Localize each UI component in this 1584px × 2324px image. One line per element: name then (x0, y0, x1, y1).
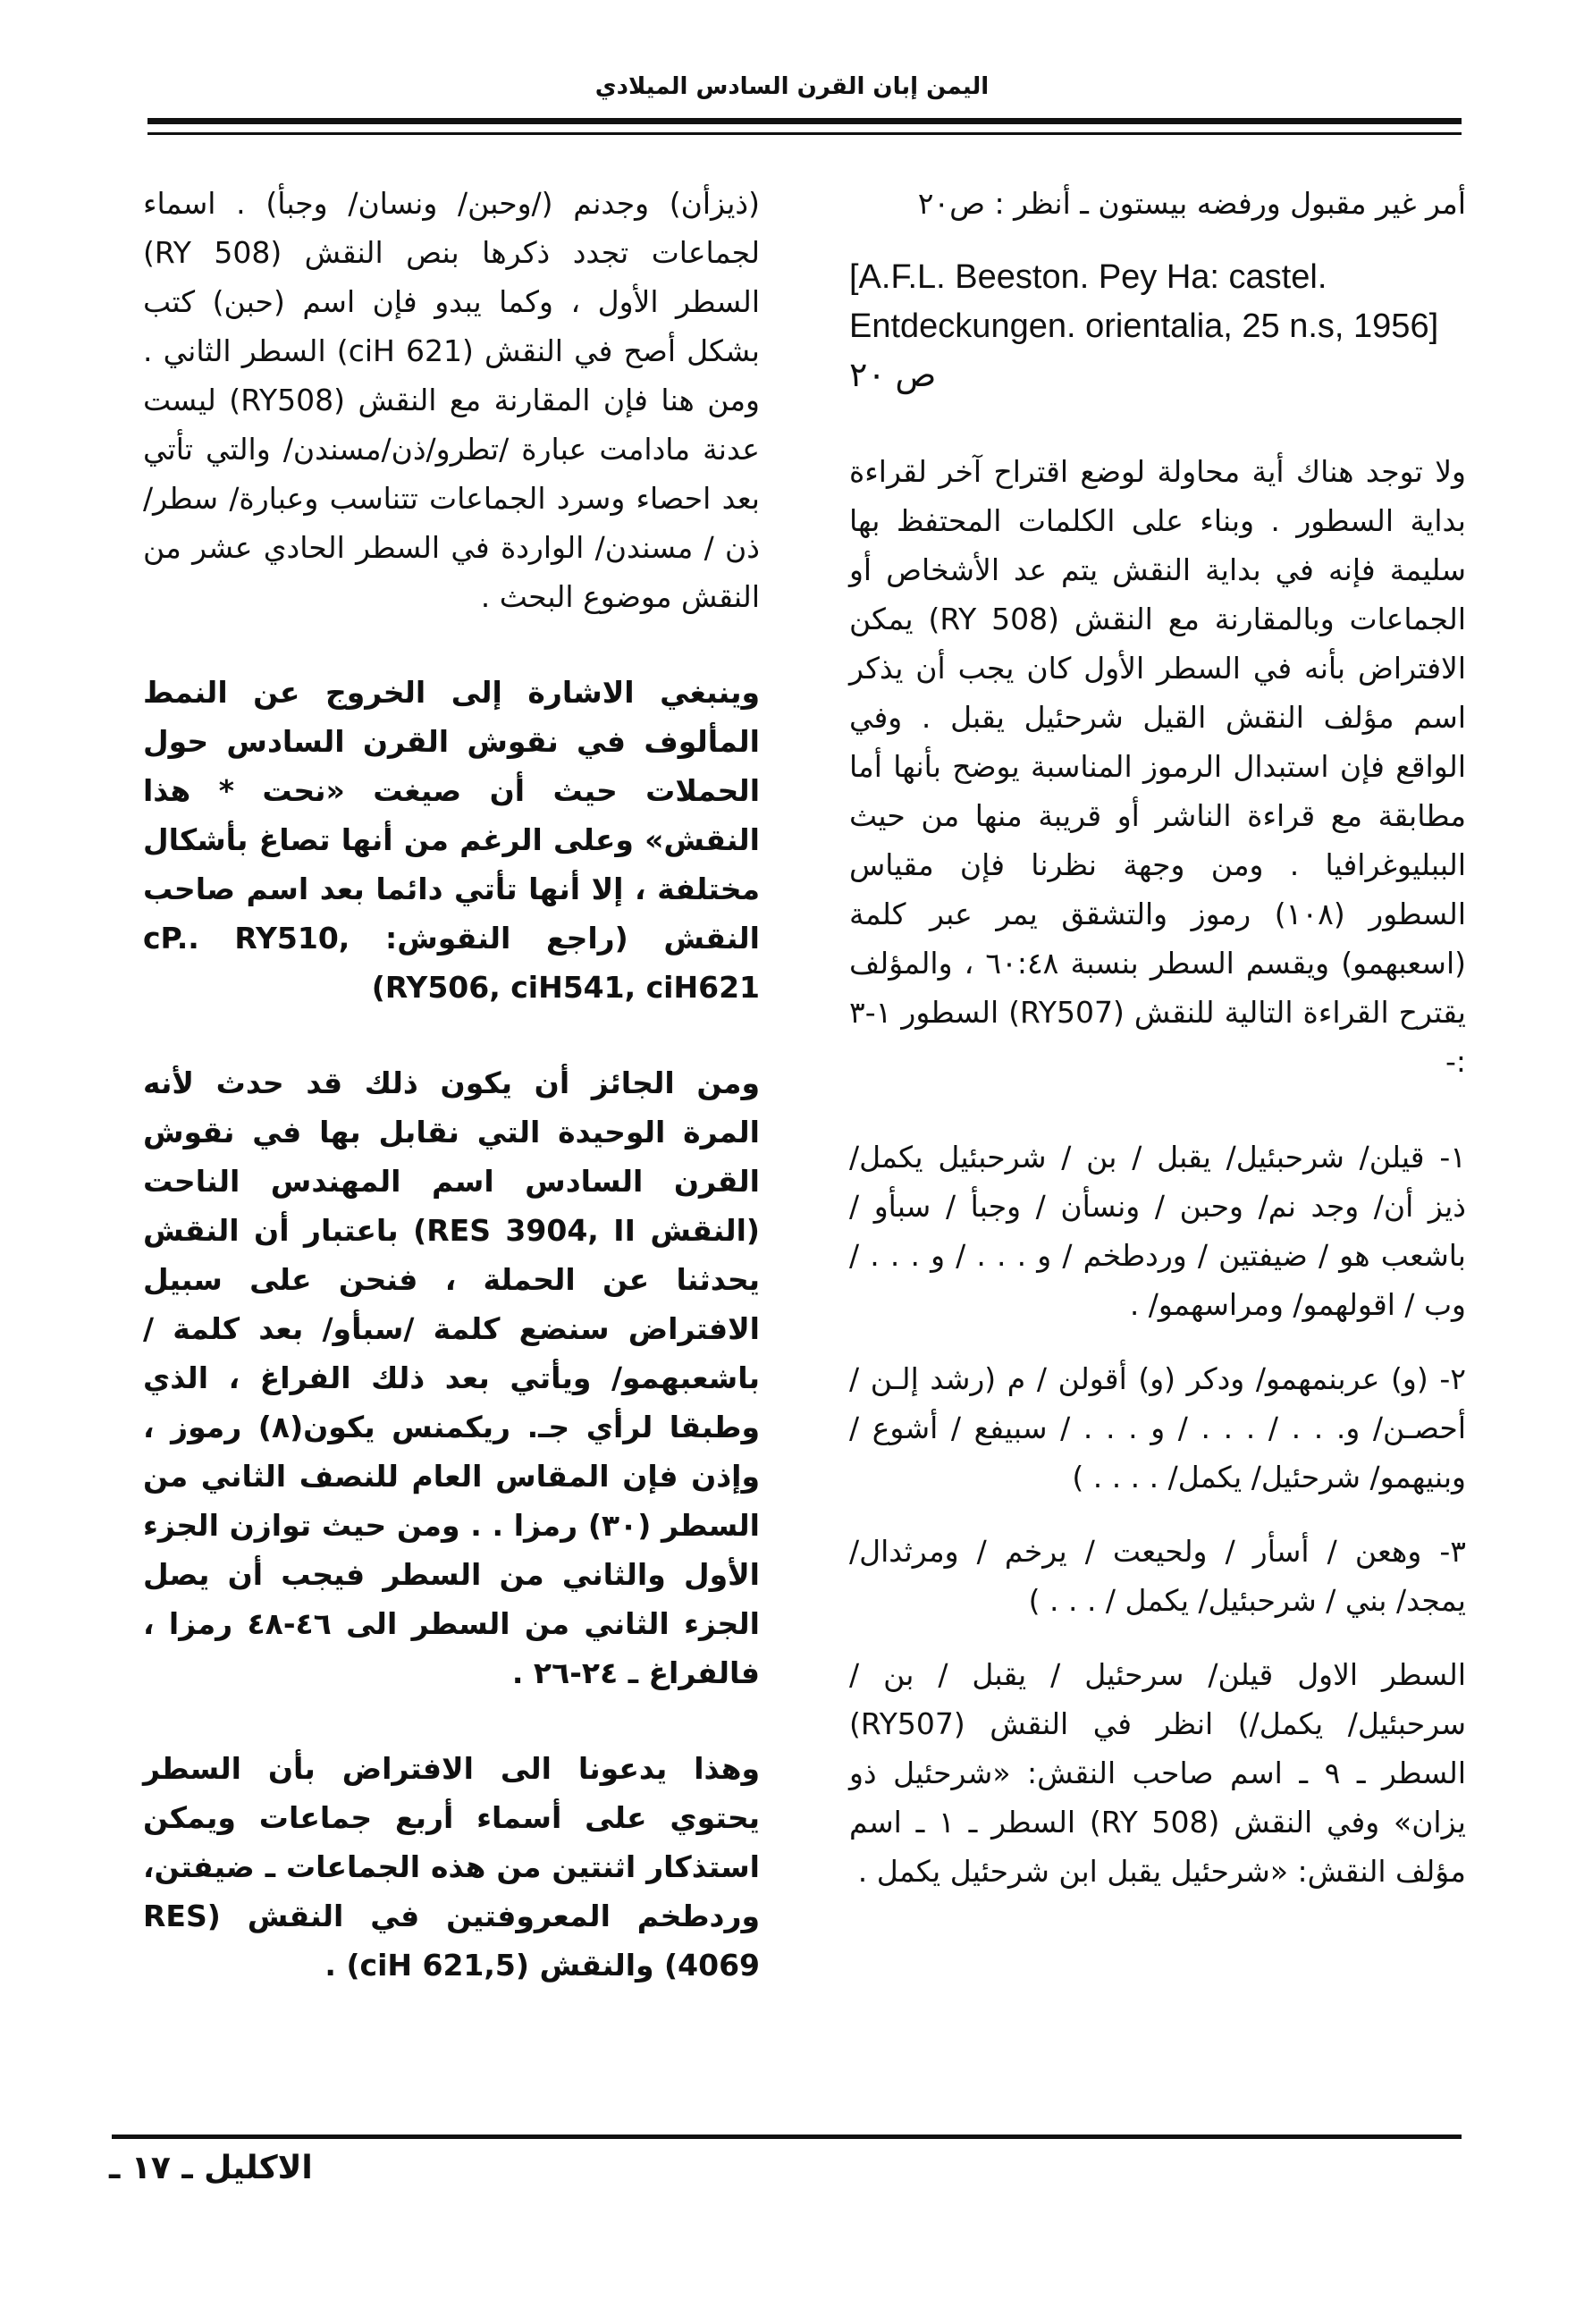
running-header: اليمن إبان القرن السادس الميلادي (594, 73, 990, 100)
right-column (849, 179, 1466, 1942)
footer-rule (112, 2135, 1462, 2139)
paragraph: وينبغي الاشارة إلى الخروج عن النمط المألوف في نقوش القرن السادس حول الحملات حيث أن صيغت «نحت * هذا النقش» وعلى الرغم من أنها تصاغ بأشكال مختلفة ، إلا أنها تأتي دائما بعد اسم صاحب النقش (راجع النقوش: cP.. RY510, RY506, ciH541, ciH621) (143, 675, 760, 1005)
citation: [A.F.L. Beeston. Pey Ha: castel. Entdeckungen. orientalia, 25 n.s, 1956] ص ٢٠ (849, 258, 1439, 394)
paragraph: أمر غير مقبول ورفضه بيستون ـ أنظر : ص٢٠ (917, 186, 1466, 221)
page-number: الاكليل ـ ١٧ ـ (109, 2150, 313, 2186)
header-rule-thick (147, 118, 1462, 124)
paragraph: (ذيزأن) وجدنم (/وحبن/ ونسان/ وجبأ) . اسماء لجماعات تجدد ذكرها بنص النقش (RY 508) السطر الأول ، وكما يبدو فإن اسم (حبن) كتب بشكل أصح في النقش (ciH 621) السطر الثاني . ومن هنا فإن المقارنة مع النقش (RY508) ليست عدنة مادامت عبارة /تطرو/ذن/مسندن/ والتي تأتي بعد احصاء وسرد الجماعات تتناسب وعبارة/ سطر/ ذن / مسندن/ الواردة في السطر الحادي عشر من النقش موضوع البحث . (143, 186, 761, 614)
left-column (143, 179, 760, 2036)
inscription-line-3: ٣- وهعن / أسأر / ولحيعت / يرخم / ومرثدال/ يمجد/ بني / شرحبئيل/ يكمل / . . . ) (849, 1534, 1466, 1618)
inscription-line-2: ٢- (و) عربنمهمو/ ودكر (و) أقولن / م (رشد إلـن / أحصـن/ و. . . / . . . / و . . . / سبيفع / أشوع / وبنيهمو/ شرحئيل/ يكمل/ . . . . ) (849, 1361, 1466, 1495)
paragraph: ومن الجائز أن يكون ذلك قد حدث لأنه المرة الوحيدة التي نقابل بها في نقوش القرن السادس اسم المهندس الناحت (النقش RES 3904, II) باعتبار أن النقش يحدثنا عن الحملة ، فنحن على سبيل الافتراض سنضع كلمة /سبأو/ بعد كلمة /باشعبهمو/ ويأتي بعد ذلك الفراغ ، الذي وطبقا لرأي جـ. ريكمنس يكون(٨) رموز ، وإذن فإن المقاس العام للنصف الثاني من السطر (٣٠) رمزا . . ومن حيث توازن الجزء الأول والثاني من السطر فيجب أن يصل الجزء الثاني من السطر الى ٤٦-٤٨ رمزا ، فالفراغ ـ ٢٤-٢٦ . (143, 1065, 761, 1690)
header-rule-thin (147, 132, 1462, 135)
paragraph: ولا توجد هناك أية محاولة لوضع اقتراح آخر لقراءة بداية السطور . وبناء على الكلمات المحتفظ بها سليمة فإنه في بداية النقش يتم عد الأشخاص أو الجماعات وبالمقارنة مع النقش (RY 508) يمكن الافتراض بأنه في السطر الأول كان يجب أن يذكر اسم مؤلف النقش القيل شرحئيل يقبل . وفي الواقع فإن استبدال الرموز المناسبة يوضح بأنها أما مطابقة مع قراءة الناشر أو قريبة منها من حيث الببليوغرافيا . ومن وجهة نظرنا فإن مقياس السطور (١٠٨) رموز والتشقق يمر عبر كلمة (اسعبهمو) ويقسم السطر بنسبة ٦٠:٤٨ ، والمؤلف يقترح القراءة التالية للنقش (RY507) السطور ١-٣ :- (849, 454, 1466, 1079)
paragraph: وهذا يدعونا الى الافتراض بأن السطر يحتوي على أسماء أربع جماعات ويمكن استذكار اثنتين من هذه الجماعات ـ ضيفتن، وردطخم المعروفتين في النقش (RES 4069) والنقش (ciH 621,5) . (143, 1751, 760, 1983)
paragraph: السطر الاول قيلن/ سرحئيل / يقبل / بن / سرحبئيل/ يكمل/) انظر في النقش (RY507) السطر ـ ٩ ـ اسم صاحب النقش: «شرحئيل ذو يزان» وفي النقش (RY 508) السطر ـ ١ ـ اسم مؤلف النقش: «شرحئيل يقبل ابن شرحئيل يكمل . (849, 1657, 1466, 1889)
inscription-line-1: ١- قيلن/ شرحبئيل/ يقبل / بن / شرحبئيل يكمل/ ذيز أن/ وجد نم/ وحبن / ونسأن / وجبأ / سبأو / باشعب هو / ضيفتين / وردطخم / و . . . / و . . . / وب / اقولهمو/ ومراسهمو/ . (849, 1140, 1466, 1322)
